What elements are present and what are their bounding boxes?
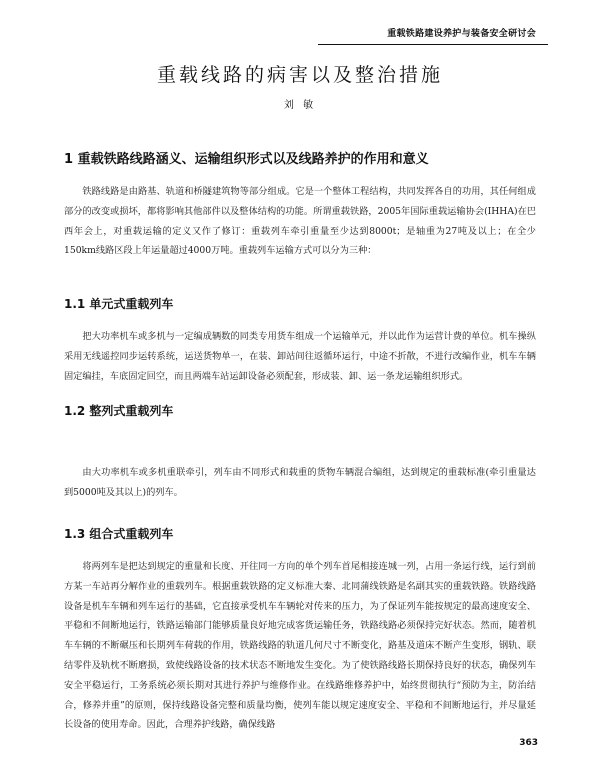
running-head: 重载铁路建设养护与装备安全研讨会 [387,29,536,39]
section-heading-1-2: 1.2 整列式重载列车 [64,404,174,418]
article-title: 重载线路的病害以及整治措施 [156,64,443,86]
page-number: 363 [519,738,538,748]
section-paragraph-1: 铁路线路是由路基、轨道和桥隧建筑物等部分组成。它是一个整体工程结构，共同发挥各自的功用，其任何组成部分的改变或损坏，都将影响其他部件以及整体结构的功能。所谓重载铁路，2005年国际重载运输协会(IHHA)在巴西年会上，对重载运输的定义又作了修订：重载列车牵引重量至少达到8000t；是轴重为27吨及以上；在全少150km线路区段上年运量超过4000万吨。重载列车运输方式可以分为三种： [64,186,536,257]
article-author: 刘 敏 [283,100,317,111]
section-heading-1-1: 1.1 单元式重载列车 [64,297,174,311]
section-heading-1: 1 重载铁路线路涵义、运输组织形式以及线路养护的作用和意义 [64,152,429,167]
header-rule [318,44,548,45]
section-paragraph-1-3: 将两列车是把达到规定的重量和长度、开往同一方向的单个列车首尾相接连城一列，占用一条运行线，运行到前方某一车站再分解作业的重载列车。根据重载铁路的定义标准大秦、北同蒲线铁路是名副其实的重载铁路。铁路线路设备是机车车辆和列车运行的基础，它直接承受机车车辆轮对传来的压力，为了保证列车能按规定的最高速度安全、平稳和不间断地运行，铁路运输部门能够质量良好地完成客货运输任务，铁路线路必须保持完好状态。然而，随着机车车辆的不断碾压和长期列车荷载的作用，铁路线路的轨道几何尺寸不断变化，路基及道床不断产生变形，钢轨、联结零件及轨枕不断磨损，致使线路设备的技术状态不断地发生变化。为了使铁路线路长期保持良好的状态，确保列车安全平稳运行，工务系统必须长期对其进行养护与维修作业。在线路维修养护中，始终贯彻执行“预防为主，防治结合，修养并重”的原则，保持线路设备完整和质量均衡，使列车能以规定速度安全、平稳和不间断地运行，并尽量延长设备的使用寿命。因此，合理养护线路，确保线路 [64,561,536,731]
section-heading-1-3: 1.3 组合式重载列车 [64,527,174,541]
section-paragraph-1-1: 把大功率机车或多机与一定编成辆数的同类专用货车组成一个运输单元，并以此作为运营计费的单位。机车操纵采用无线遥控同步运转系统，运送货物单一，在装、卸站间往返循环运行，中途不折散，不进行改编作业，机车车辆固定编挂，车底固定回空，而且两端车站运卸设备必须配套，形成装、卸、运一条龙运输组织形式。 [64,331,536,382]
section-paragraph-1-2: 由大功率机车或多机重联牵引，列车由不同形式和载重的货物车辆混合编组，达到规定的重载标准(牵引重量达到5000吨及其以上)的列车。 [64,467,536,498]
